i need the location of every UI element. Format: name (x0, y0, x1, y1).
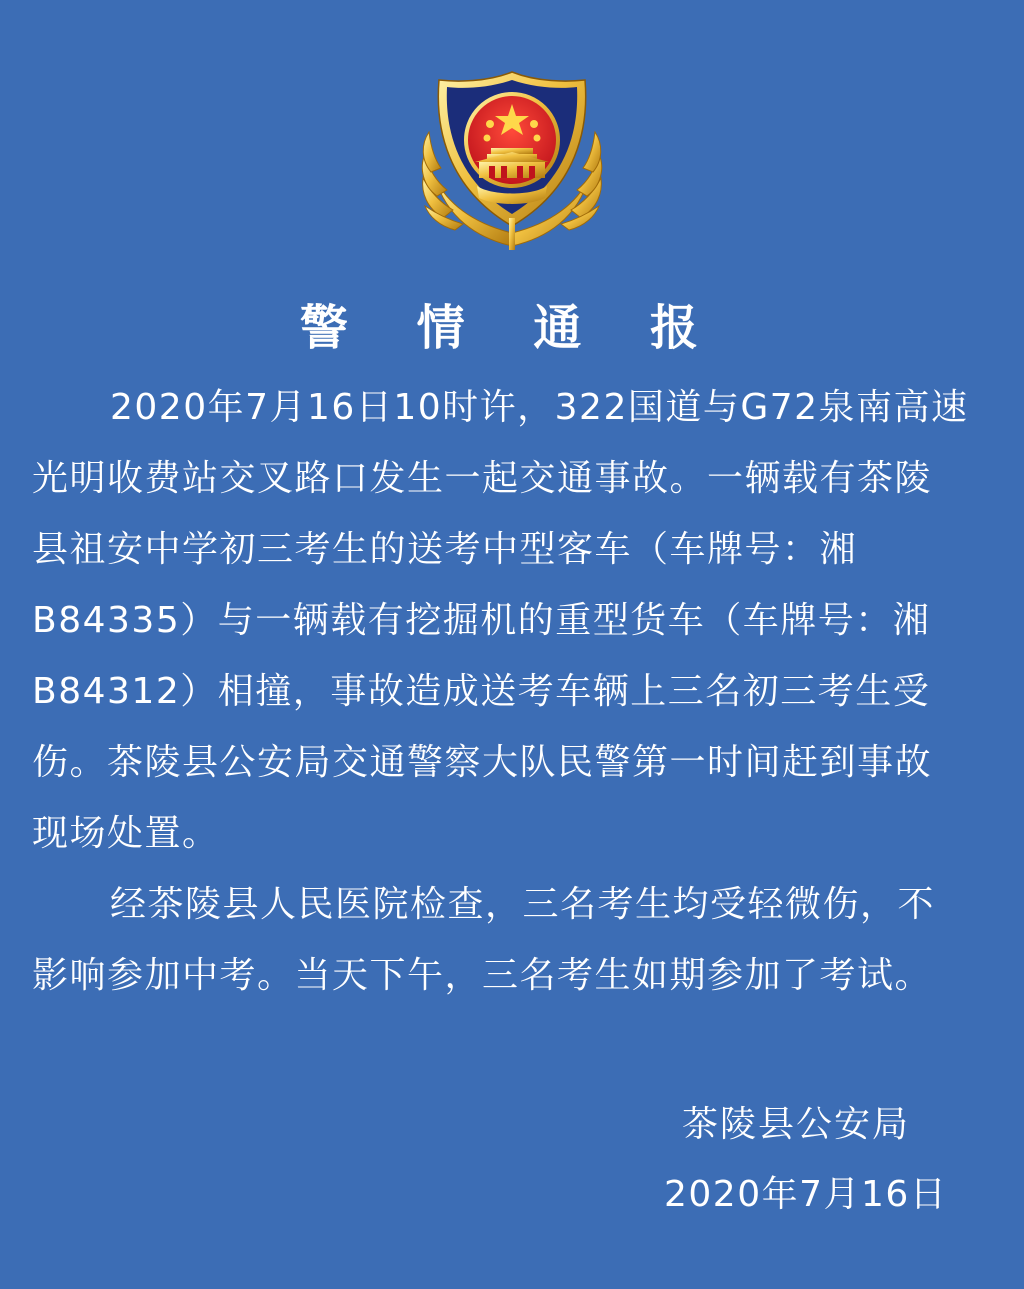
paragraph-2-line: 影响参加中考。当天下午，三名考生如期参加了考试。 (32, 955, 933, 996)
paragraph-1 (32, 372, 1004, 443)
paragraph-1-line: B84312）相撞，事故造成送考车辆上三名初三考生受 (32, 671, 931, 712)
paragraph-1-continuation (32, 443, 1004, 869)
paragraph-1-line: 县祖安中学初三考生的送考中型客车（车牌号：湘 (32, 529, 858, 570)
paragraph-1-line: 现场处置。 (32, 813, 220, 854)
police-emblem-icon (417, 68, 607, 254)
notice-title: 警 情 通 报 (299, 300, 725, 356)
paragraph-1-line: B84335）与一辆载有挖掘机的重型货车（车牌号：湘 (32, 600, 931, 641)
paragraph-2 (32, 869, 1004, 940)
notice-body (32, 372, 1004, 1011)
issue-date: 2020年7月16日 (664, 1174, 948, 1215)
paragraph-1-line: 光明收费站交叉路口发生一起交通事故。一辆载有茶陵 (32, 458, 933, 499)
paragraph-1-line: 伤。茶陵县公安局交通警察大队民警第一时间赶到事故 (32, 742, 933, 783)
paragraph-1-line: 2020年7月16日10时许，322国道与G72泉南高速 (110, 387, 969, 428)
paragraph-2-continuation (32, 940, 1004, 1011)
issuing-authority: 茶陵县公安局 (682, 1104, 911, 1145)
paragraph-2-line: 经茶陵县人民医院检查，三名考生均受轻微伤，不 (110, 884, 936, 925)
